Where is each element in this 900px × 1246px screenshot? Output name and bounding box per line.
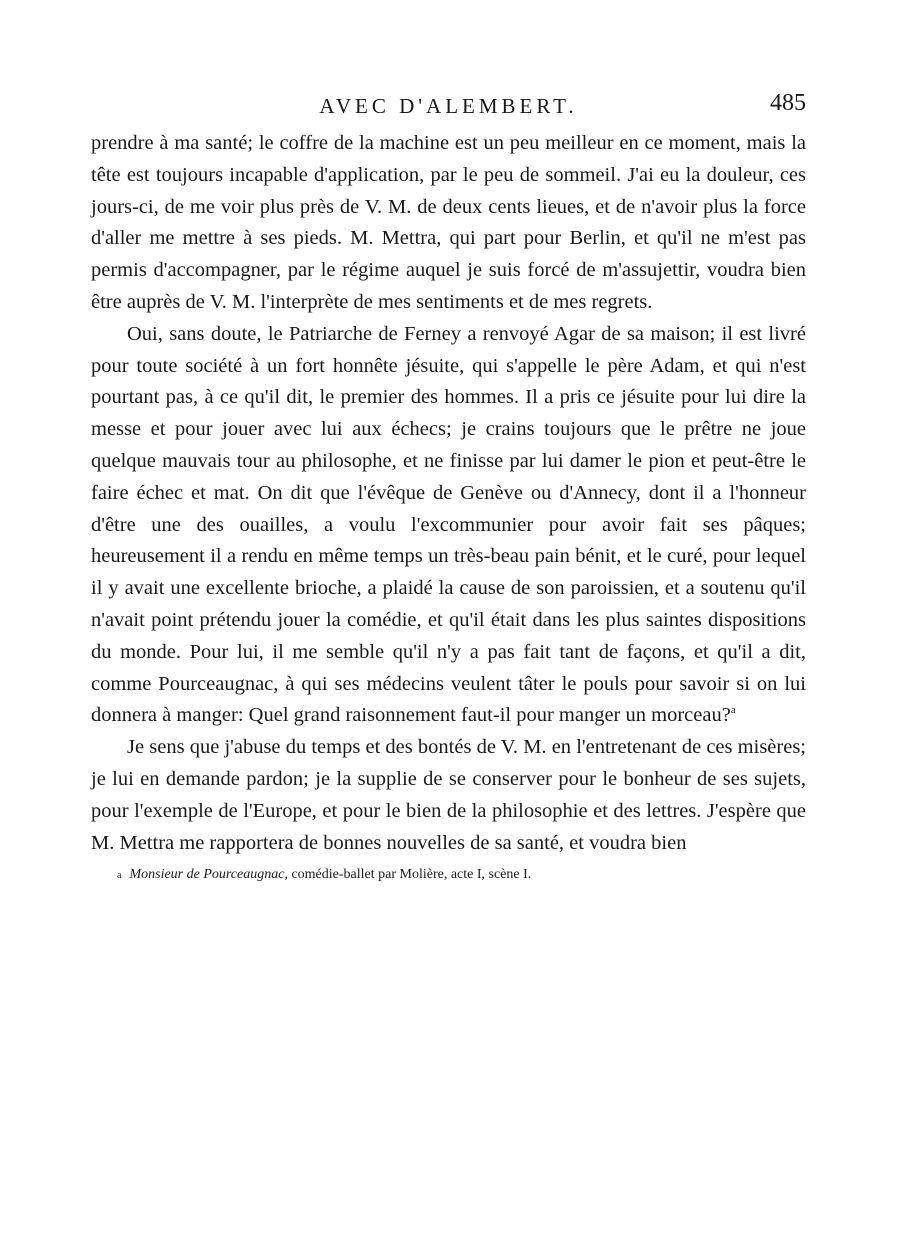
paragraph-3: Je sens que j'abuse du temps et des bontés de V. M. en l'entretenant de ces misères; je lui en demande pardon; je la supplie de se conserver pour le bonheur de ses sujets, pour l'exemple de l'Europe, et pour le bien de la philosophie et des lettres. J'espère que M. Mettra me rapportera de bonnes nouvelles de sa santé, et voudra bien <box>91 736 806 854</box>
document-page <box>91 88 806 886</box>
footnote-text: comédie-ballet par Molière, acte I, scène I. <box>287 867 532 883</box>
footnote <box>91 865 806 886</box>
page-number: 485 <box>770 90 806 116</box>
paragraph-2 <box>91 319 806 732</box>
footnote-reference: a <box>730 704 736 717</box>
footnote-marker: a <box>117 870 122 882</box>
body-text <box>91 128 806 859</box>
running-head <box>91 88 806 128</box>
running-title: AVEC D'ALEMBERT. <box>319 94 578 118</box>
paragraph-2-text: Oui, sans doute, le Patriarche de Ferney a renvoyé Agar de sa maison; il est livré pour toute société à un fort honnête jésuite, qui s'appelle le père Adam, et qui n'est pourtant pas, à ce qu'il dit, le premier des hommes. Il a pris ce jésuite pour lui dire la messe et pour jouer avec lui aux échecs; je crains toujours que le prêtre ne joue quelque mauvais tour au philosophe, et ne finisse par lui damer le pion et peut-être le faire échec et mat. On dit que l'évêque de Genève ou d'Annecy, dont il a l'honneur d'être une des ouailles, a voulu l'excommunier pour avoir fait ses pâques; heureusement il a rendu en même temps un très-beau pain bénit, et le curé, pour lequel il y avait une excellente brioche, a plaidé la cause de son paroissien, et a soutenu qu'il n'avait point prétendu jouer la comédie, et qu'il était dans les plus saintes dispositions du monde. Pour lui, il me semble qu'il n'y a pas fait tant de façons, et qu'il a dit, comme Pourceaugnac, à qui ses médecins veulent tâter le pouls pour savoir si on lui donnera à manger: Quel grand raisonnement faut-il pour manger un morceau? <box>91 322 806 727</box>
footnote-title: Monsieur de Pourceaugnac, <box>129 867 288 883</box>
paragraph-1: prendre à ma santé; le coffre de la machine est un peu meilleur en ce moment, mais la tête est toujours incapable d'application, par le peu de sommeil. J'ai eu la douleur, ces jours-ci, de me voir plus près de V. M. de deux cents lieues, et de n'avoir plus la force d'aller me mettre à ses pieds. M. Mettra, qui part pour Berlin, et qu'il ne m'est pas permis d'accompagner, par le régime auquel je suis forcé de m'assujettir, voudra bien être auprès de V. M. l'interprète de mes sentiments et de mes regrets. <box>91 132 806 313</box>
